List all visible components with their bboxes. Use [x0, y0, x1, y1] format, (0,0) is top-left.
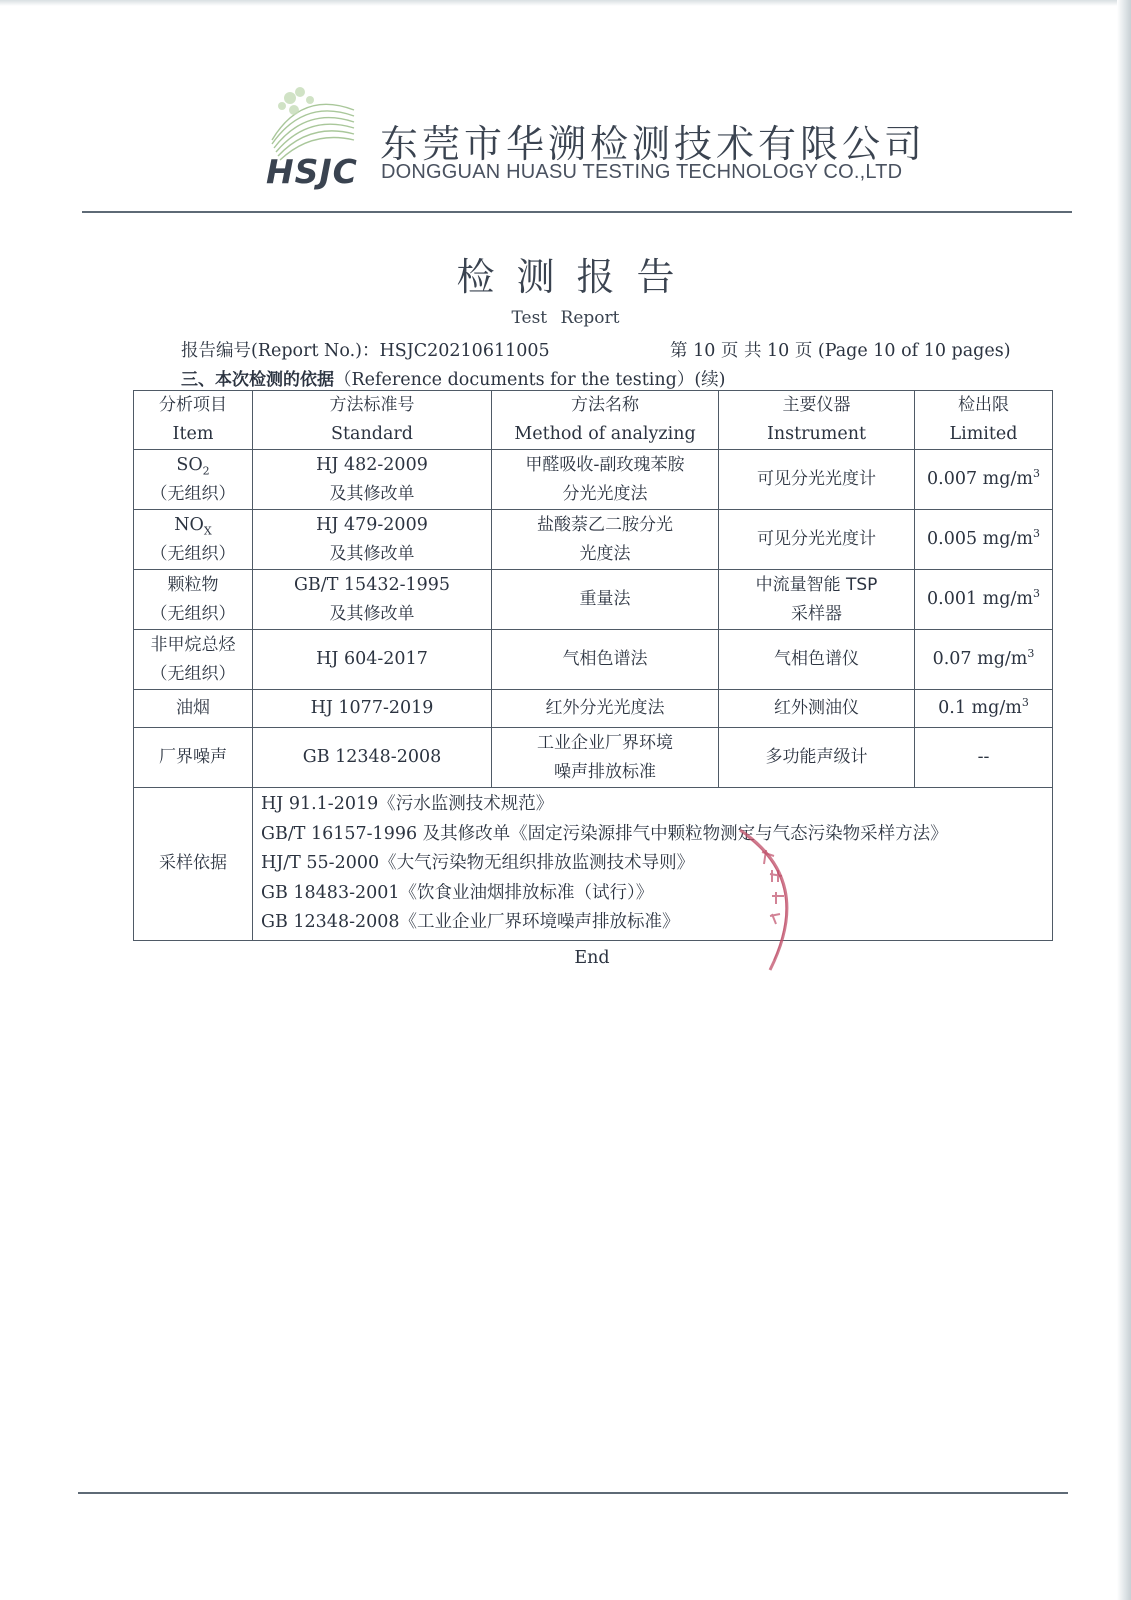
table-row	[134, 630, 1053, 690]
cell-standard: HJ 479-2009 及其修改单	[253, 510, 492, 570]
table-row	[134, 510, 1053, 570]
header-limit: 检出限 Limited	[915, 391, 1053, 450]
cell-method: 重量法	[492, 570, 719, 630]
section-title-cn: 本次检测的依据	[215, 370, 334, 390]
header-item: 分析项目 Item	[134, 391, 253, 450]
report-title-en: Test Report	[511, 308, 620, 328]
sampling-basis-row	[134, 788, 1053, 941]
sampling-basis-label: 采样依据	[134, 788, 253, 941]
cell-limit: 0.005 $mg/m^3$	[915, 510, 1053, 570]
report-number: 报告编号(Report No.)：HSJC20210611005	[181, 341, 550, 361]
table-row	[134, 690, 1053, 728]
table-row	[134, 570, 1053, 630]
section-number: 三、	[181, 370, 215, 390]
logo-wordmark: HSJC	[266, 152, 358, 191]
cell-method: 盐酸萘乙二胺分光 光度法	[492, 510, 719, 570]
cell-instrument: 可见分光光度计	[719, 510, 915, 570]
cell-instrument: 中流量智能 TSP 采样器	[719, 570, 915, 630]
list-item: GB 12348-2008《工业企业厂界环境噪声排放标准》	[261, 912, 680, 932]
cell-item: 油烟	[134, 690, 253, 728]
cell-standard: HJ 482-2009 及其修改单	[253, 450, 492, 510]
cell-method: 气相色谱法	[492, 630, 719, 690]
cell-instrument: 气相色谱仪	[719, 630, 915, 690]
cell-method: 甲醛吸收-副玫瑰苯胺 分光光度法	[492, 450, 719, 510]
cell-method: 工业企业厂界环境 噪声排放标准	[492, 728, 719, 788]
cell-limit: 0.007 $mg/m^3$	[915, 450, 1053, 510]
page-right-edge	[1117, 0, 1131, 1600]
cell-method: 红外分光光度法	[492, 690, 719, 728]
cell-standard: HJ 1077-2019	[253, 690, 492, 728]
cell-standard: GB 12348-2008	[253, 728, 492, 788]
cell-item: $NO_X$ （无组织）	[134, 510, 253, 570]
table-header-row	[134, 391, 1053, 450]
company-name-cn: 东莞市华溯检测技术有限公司	[380, 122, 927, 166]
cell-item: 颗粒物 （无组织）	[134, 570, 253, 630]
header-instrument: 主要仪器 Instrument	[719, 391, 915, 450]
list-item: GB 18483-2001《饮食业油烟排放标准（试行）》	[261, 882, 654, 903]
official-seal-stamp	[620, 810, 820, 990]
report-title-cn: 检测报告	[456, 255, 697, 299]
page-info: 第 10 页 共 10 页 (Page 10 of 10 pages)	[670, 341, 1011, 361]
table-row	[134, 450, 1053, 510]
header-standard: 方法标准号 Standard	[253, 391, 492, 450]
cell-limit: 0.1 $mg/m^3$	[915, 690, 1053, 728]
cell-standard: GB/T 15432-1995 及其修改单	[253, 570, 492, 630]
cell-limit: 0.001 $mg/m^3$	[915, 570, 1053, 630]
cell-instrument: 可见分光光度计	[719, 450, 915, 510]
end-marker: End	[574, 948, 610, 968]
section-heading	[181, 365, 725, 391]
header-method: 方法名称 Method of analyzing	[492, 391, 719, 450]
company-name-en: DONGGUAN HUASU TESTING TECHNOLOGY CO.,LTD	[381, 161, 903, 183]
page-top-edge	[0, 0, 1131, 6]
cell-limit: 0.07 $mg/m^3$	[915, 630, 1053, 690]
cell-limit: --	[915, 728, 1053, 788]
cell-instrument: 多功能声级计	[719, 728, 915, 788]
section-title-en: （Reference documents for the testing）(续)	[334, 370, 726, 390]
cell-item: 非甲烷总烃 （无组织）	[134, 630, 253, 690]
reference-table	[133, 390, 1053, 941]
cell-standard: HJ 604-2017	[253, 630, 492, 690]
list-item: HJ 91.1-2019《污水监测技术规范》	[261, 794, 554, 814]
cell-item: 厂界噪声	[134, 728, 253, 788]
list-item: GB/T 16157-1996 及其修改单《固定污染源排气中颗粒物测定与气态污染物采样方法》	[261, 823, 948, 844]
list-item: HJ/T 55-2000《大气污染物无组织排放监测技术导则》	[261, 853, 695, 873]
table-row	[134, 728, 1053, 788]
footer-divider	[78, 1492, 1068, 1494]
cell-instrument: 红外测油仪	[719, 690, 915, 728]
header-divider	[82, 211, 1072, 213]
cell-item: $SO_2$ （无组织）	[134, 450, 253, 510]
